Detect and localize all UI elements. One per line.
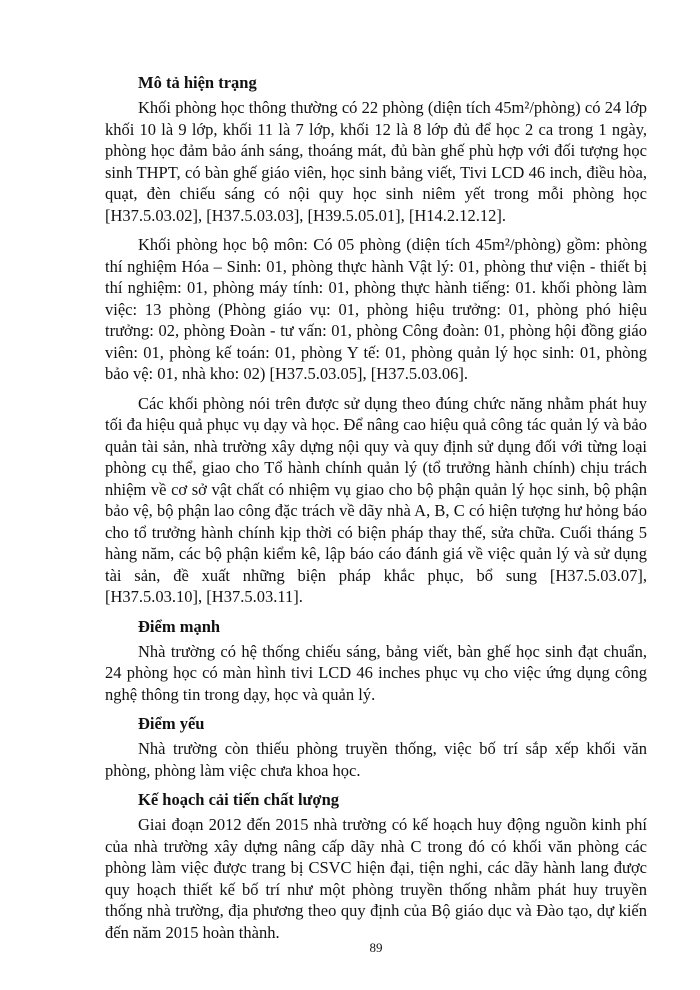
paragraph-ke-hoach: Giai đoạn 2012 đến 2015 nhà trường có kế hoạch huy động nguồn kinh phí của nhà trường xây dựng nâng cấp dãy nhà C trong đó có khối văn phòng các phòng làm việc được trang bị CSVC hiện đại, tiện nghi, các dãy hành lang được quy hoạch thiết kế bố trí như một phòng truyền thống nhằm phát huy truyền thống nhà trường, địa phương theo quy định của Bộ giáo dục và Đào tạo, dự kiến đến năm 2015 hoàn thành. (105, 815, 647, 942)
paragraph-hien-trang-1: Khối phòng học thông thường có 22 phòng (diện tích 45m²/phòng) có 24 lớp khối 10 là 9 lớp, khối 11 là 7 lớp, khối 12 là 8 lớp đủ để học 2 ca trong 1 ngày, phòng học đảm bảo ánh sáng, thoáng mát, đủ bàn ghế phù hợp với đối tượng học sinh THPT, có bàn ghế giáo viên, học sinh bảng viết, Tivi LCD 46 inch, điều hòa, quạt, đèn chiếu sáng có nội quy học sinh niêm yết trong mỗi phòng học [H37.5.03.02], [H37.5.03.03], [H39.5.05.01], [H14.2.12.12]. (105, 98, 647, 225)
heading-diem-yeu: Điểm yếu (138, 714, 205, 733)
paragraph-diem-yeu: Nhà trường còn thiếu phòng truyền thống, việc bố trí sắp xếp khối văn phòng, phòng làm việc chưa khoa học. (105, 739, 647, 780)
heading-ke-hoach: Kế hoạch cải tiến chất lượng (138, 790, 339, 809)
document-page (105, 0, 647, 990)
paragraph-hien-trang-2: Khối phòng học bộ môn: Có 05 phòng (diện tích 45m²/phòng) gồm: phòng thí nghiệm Hóa – Sinh: 01, phòng thực hành Vật lý: 01, phòng thư viện - thiết bị thí nghiệm: 01, phòng máy tính: 01, phòng thực hành tiếng: 01. khối phòng làm việc: 13 phòng (Phòng giáo vụ: 01, phòng hiệu trưởng: 01, phòng phó hiệu trưởng: 02, phòng Đoàn - tư vấn: 01, phòng Công đoàn: 01, phòng hội đồng giáo viên: 01, phòng kế toán: 01, phòng Y tế: 01, phòng quản lý học sinh: 01, phòng bảo vệ: 01, nhà kho: 02) [H37.5.03.05], [H37.5.03.06]. (105, 235, 647, 383)
heading-hien-trang: Mô tả hiện trạng (138, 73, 257, 92)
heading-diem-manh: Điểm mạnh (138, 616, 221, 636)
paragraph-hien-trang-3: Các khối phòng nói trên được sử dụng theo đúng chức năng nhằm phát huy tối đa hiệu quả phục vụ dạy và học. Để nâng cao hiệu quả công tác quản lý và bảo quản tài sản, nhà trường xây dựng nội quy và quy định sử dụng đối với từng loại phòng cụ thể, giao cho Tổ hành chính quản lý (tổ trưởng hành chính) chịu trách nhiệm về cơ sở vật chất có nhiệm vụ giao cho bộ phận quản lý học sinh, bộ phận bảo vệ, bộ phận lao công đặc trách về dãy nhà A, B, C có hiện tượng hư hỏng báo cho tổ trưởng hành chính kịp thời có biện pháp thay thế, sửa chữa. Cuối tháng 5 hàng năm, các bộ phận kiểm kê, lập báo cáo đánh giá về việc quản lý và sử dụng tài sản, đề xuất những biện pháp khắc phục, bổ sung [H37.5.03.07], [H37.5.03.10], [H37.5.03.11]. (105, 393, 647, 606)
paragraph-diem-manh: Nhà trường có hệ thống chiếu sáng, bảng viết, bàn ghế học sinh đạt chuẩn, 24 phòng học có màn hình tivi LCD 46 inches phục vụ cho việc ứng dụng công nghệ thông tin trong dạy, học và quản lý. (105, 641, 647, 704)
document-body (105, 72, 647, 953)
page-number: 89 (369, 940, 383, 955)
